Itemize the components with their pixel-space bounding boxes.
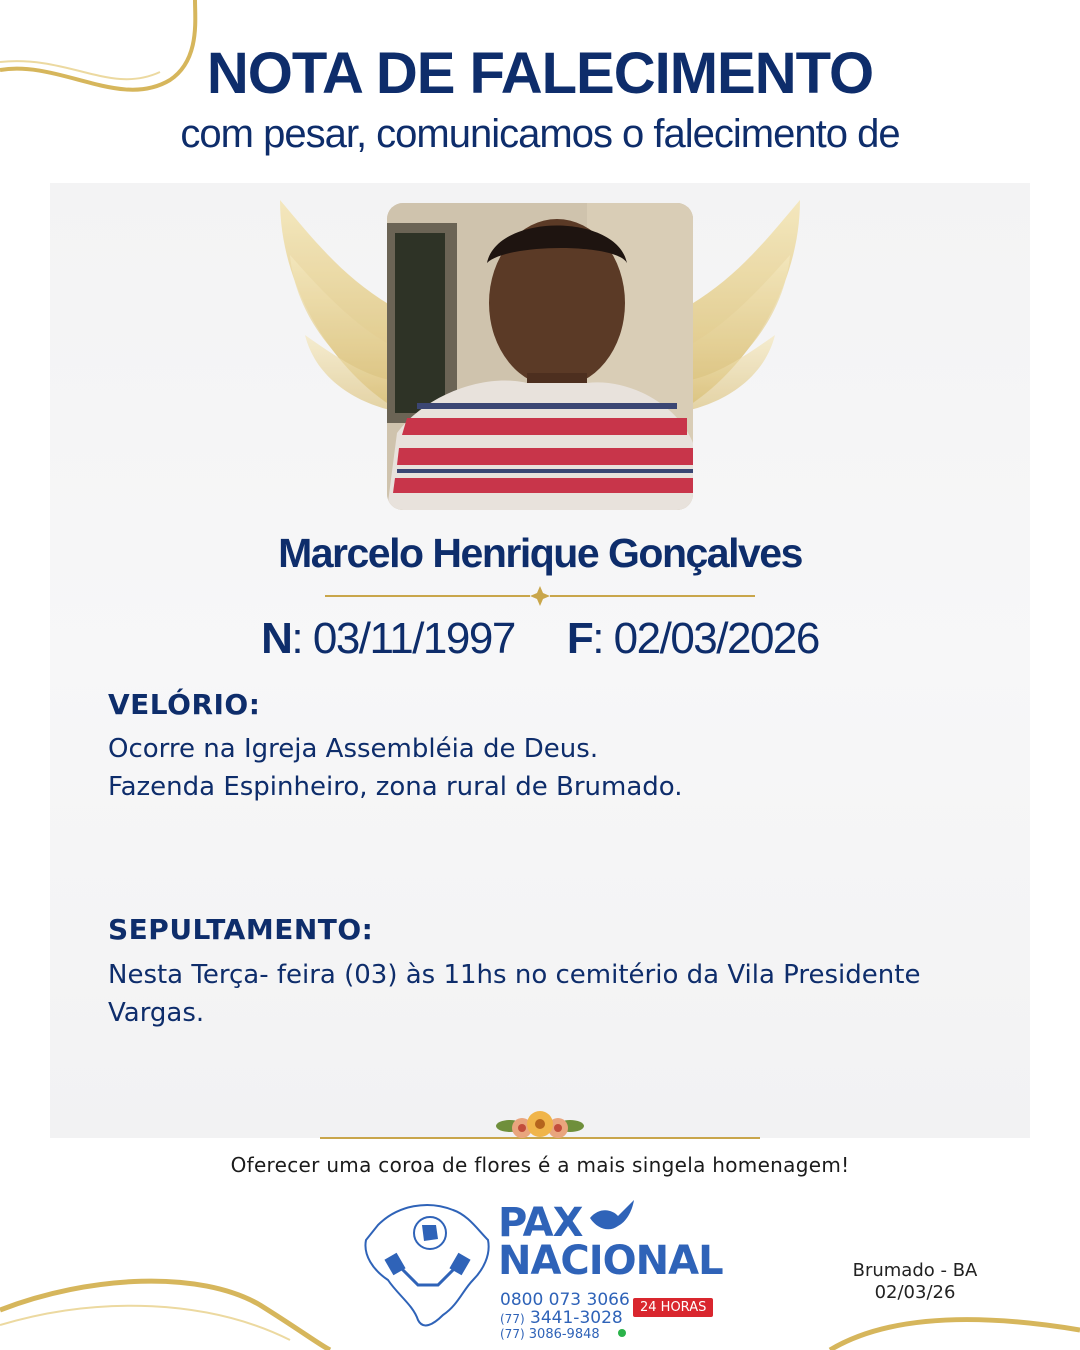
wake-heading: VELÓRIO: xyxy=(108,688,261,721)
brand-line-1: PAX xyxy=(498,1200,583,1246)
24h-badge: 24 HORAS xyxy=(633,1298,713,1317)
phone-tollfree: 0800 073 3066 xyxy=(500,1290,630,1310)
location-date xyxy=(840,1260,990,1304)
divider-ornament xyxy=(325,585,755,607)
phone-line-2: (77) 3441-3028 xyxy=(500,1308,623,1328)
whatsapp-icon xyxy=(618,1329,626,1337)
burial-details: Nesta Terça- feira (03) às 11hs no cemitério da Vila Presidente Vargas. xyxy=(108,960,921,1028)
phone-line-3: (77) 3086-9848 xyxy=(500,1327,600,1342)
brand-line-2: NACIONAL xyxy=(498,1238,723,1284)
page-title: NOTA DE FALECIMENTO xyxy=(206,41,874,106)
burial-heading: SEPULTAMENTO: xyxy=(108,913,374,946)
deceased-name: Marcelo Henrique Gonçalves xyxy=(278,530,802,576)
portrait-photo xyxy=(387,203,693,510)
brazil-map-logo-icon xyxy=(358,1195,493,1335)
wake-line-2: Fazenda Espinheiro, zona rural de Brumado. xyxy=(108,772,683,802)
city-label: Brumado - BA xyxy=(852,1260,978,1281)
dates-row: N: 03/11/1997 F: 02/03/2026 xyxy=(261,614,819,663)
homage-text: Oferecer uma coroa de flores é a mais singela homenagem! xyxy=(230,1153,850,1177)
flowers-ornament xyxy=(320,1105,760,1155)
birth-label: N xyxy=(261,614,292,663)
wake-line-1: Ocorre na Igreja Assembléia de Deus. xyxy=(108,734,599,764)
note-date: 02/03/26 xyxy=(874,1282,956,1303)
wake-details xyxy=(108,730,988,806)
page-subtitle: com pesar, comunicamos o falecimento de xyxy=(180,112,900,156)
death-label: F xyxy=(566,614,593,663)
birth-date: 03/11/1997 xyxy=(312,614,515,663)
death-date: 02/03/2026 xyxy=(613,614,819,663)
dove-icon xyxy=(588,1196,638,1236)
